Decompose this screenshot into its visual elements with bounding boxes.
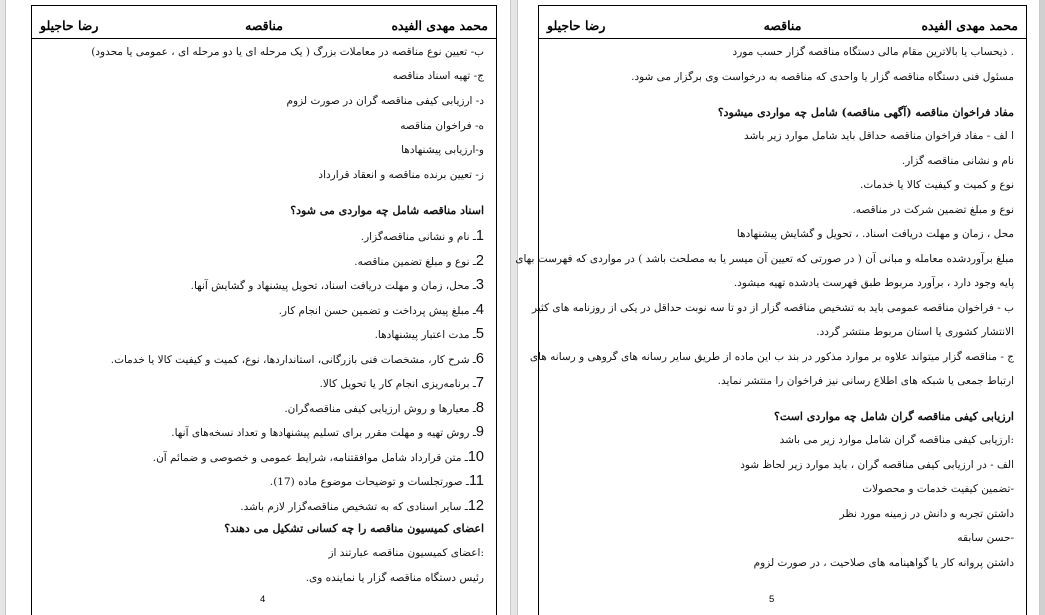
header-author: محمد مهدی الفیده xyxy=(921,18,1018,33)
text-line: ج- تهیه اسناد مناقصه xyxy=(392,70,484,82)
page-number: 5 xyxy=(769,594,775,605)
text-line: و-ارزیابی پیشنهادها xyxy=(401,144,484,156)
text-line: ه- فراخوان مناقصه xyxy=(400,120,484,132)
text-line: -تضمین کیفیت خدمات و محصولات xyxy=(862,483,1014,495)
header-rule xyxy=(32,38,496,39)
text-line: :ارزیابی کیفی مناقصه گران شامل موارد زیر می باشد xyxy=(779,434,1014,446)
text-line: ارتباط جمعی یا شبکه های اطلاع رسانی نیز فراخوان را منتشر نماید. xyxy=(717,375,1014,387)
page-border xyxy=(31,5,497,615)
text-line: نوع و کمیت و کیفیت کالا یا خدمات. xyxy=(860,179,1014,191)
text-line: ا لف - مفاد فراخوان مناقصه حداقل باید شامل موارد زیر باشد xyxy=(743,130,1014,142)
vertical-scrollbar[interactable] xyxy=(1040,0,1045,615)
header-author: محمد مهدی الفیده xyxy=(391,18,488,33)
document-page-5 xyxy=(517,0,1040,615)
list-item: 12ـ سایر اسنادی که به تشخیص مناقصه‌گزار لازم باشد. xyxy=(240,498,484,514)
text-line: پایه وجود دارد ، برآورد مربوط طبق فهرست یادشده تهیه میشود. xyxy=(733,277,1014,289)
text-line: :اعضای کمیسیون مناقصه عبارتند از xyxy=(328,547,484,559)
page-number: 4 xyxy=(260,594,266,605)
text-line: مبلغ برآوردشده معامله و مبانی آن ( در صورتی که تعیین آن میسر یا به مصلحت باشد ) در مواردی که فهرست بهای xyxy=(515,253,1014,265)
list-item: 3ـ محل، زمان و مهلت دریافت اسناد، تحویل پیشنهاد و گشایش آنها. xyxy=(190,277,484,293)
page-header xyxy=(40,14,488,36)
text-line: نوع و مبلغ تضمین شرکت در مناقصه. xyxy=(852,204,1014,216)
header-rule xyxy=(539,38,1026,39)
list-item: 10ـ متن قرارداد شامل موافقتنامه، شرایط عمومی و خصوصی و ضمائم آن. xyxy=(152,449,484,465)
text-line: مسئول فنی دستگاه مناقصه گزار یا واحدی که مناقصه به درخواست وی برگزار می شود. xyxy=(631,71,1014,83)
section-heading: مفاد فراخوان مناقصه (آگهی مناقصه) شامل چه مواردی میشود؟ xyxy=(717,106,1014,119)
text-line: -حسن سابقه xyxy=(957,532,1014,544)
text-line: الانتشار کشوری یا استان مربوط منتشر گردد. xyxy=(816,326,1014,338)
text-line: د- ارزیابی کیفی مناقصه گران در صورت لزوم xyxy=(286,95,484,107)
text-line: رئیس دستگاه مناقصه گزار یا نماینده وی. xyxy=(305,572,484,584)
section-heading: اسناد مناقصه شامل چه مواردی می شود؟ xyxy=(290,204,484,217)
header-title: مناقصه xyxy=(763,18,802,33)
list-item: 4ـ مبلغ پیش پرداخت و تضمین حسن انجام کار. xyxy=(278,302,484,318)
list-item: 11ـ صورتجلسات و توضیحات موضوع ماده (17). xyxy=(269,473,484,489)
list-item: 7ـ برنامه‌ریزی انجام کار یا تحویل کالا. xyxy=(319,375,484,391)
text-line: ب - فراخوان مناقصه عمومی باید به تشخیص مناقصه گزار از دو تا سه نوبت حداقل در یکی از روزنامه های کثیر xyxy=(531,302,1014,314)
text-line: ج - مناقصه گزار میتواند علاوه بر موارد مذکور در بند ب این ماده از طریق سایر رسانه های گروهی و رسانه های xyxy=(529,351,1014,363)
section-heading: ارزیابی کیفی مناقصه گران شامل چه مواردی است؟ xyxy=(774,410,1014,423)
text-line: . ذیحساب یا بالاترین مقام مالی دستگاه مناقصه گزار حسب مورد xyxy=(732,46,1014,58)
text-line: ب- تعیین نوع مناقصه در معاملات بزرگ ( یک مرحله ای یا دو مرحله ای ، عمومی یا محدود) xyxy=(91,46,484,58)
text-line: نام و نشانی مناقصه گزار. xyxy=(901,155,1014,167)
text-line: داشتن تجربه و دانش در زمینه مورد نظر xyxy=(839,508,1014,520)
text-line: محل ، زمان و مهلت دریافت اسناد. ، تحویل و گشایش پیشنهادها xyxy=(736,228,1014,240)
list-item: 2ـ نوع و مبلغ تضمین مناقصه. xyxy=(354,253,484,269)
section-heading: اعضای کمیسیون مناقصه را چه کسانی تشکیل می دهند؟ xyxy=(224,522,484,535)
header-author2: رضا حاجیلو xyxy=(547,18,606,33)
list-item: 5ـ مدت اعتبار پیشنهادها. xyxy=(374,326,484,342)
page-header xyxy=(547,14,1018,36)
document-page-4 xyxy=(5,0,511,615)
page-border xyxy=(515,5,1027,615)
list-item: 6ـ شرح کار، مشخصات فنی بازرگانی، استانداردها، نوع، کمیت و کیفیت کالا یا خدمات. xyxy=(110,351,484,367)
text-line: داشتن پروانه کار یا گواهینامه های صلاحیت ، در صورت لزوم xyxy=(753,557,1014,569)
header-title: مناقصه xyxy=(245,18,283,33)
text-line: الف - در ارزیابی کیفی مناقصه گران ، باید موارد زیر لحاظ شود xyxy=(740,459,1014,471)
header-author2: رضا حاجیلو xyxy=(40,18,99,33)
list-item: 9ـ روش تهیه و مهلت مقرر برای تسلیم پیشنهادها و تعداد نسخه‌های آنها. xyxy=(171,424,484,440)
list-item: 1ـ نام و نشانی مناقصه‌گزار. xyxy=(360,228,484,244)
text-line: ز- تعیین برنده مناقصه و انعقاد قرارداد xyxy=(318,169,484,181)
list-item: 8ـ معیارها و روش ارزیابی کیفی مناقصه‌گران. xyxy=(284,400,484,416)
